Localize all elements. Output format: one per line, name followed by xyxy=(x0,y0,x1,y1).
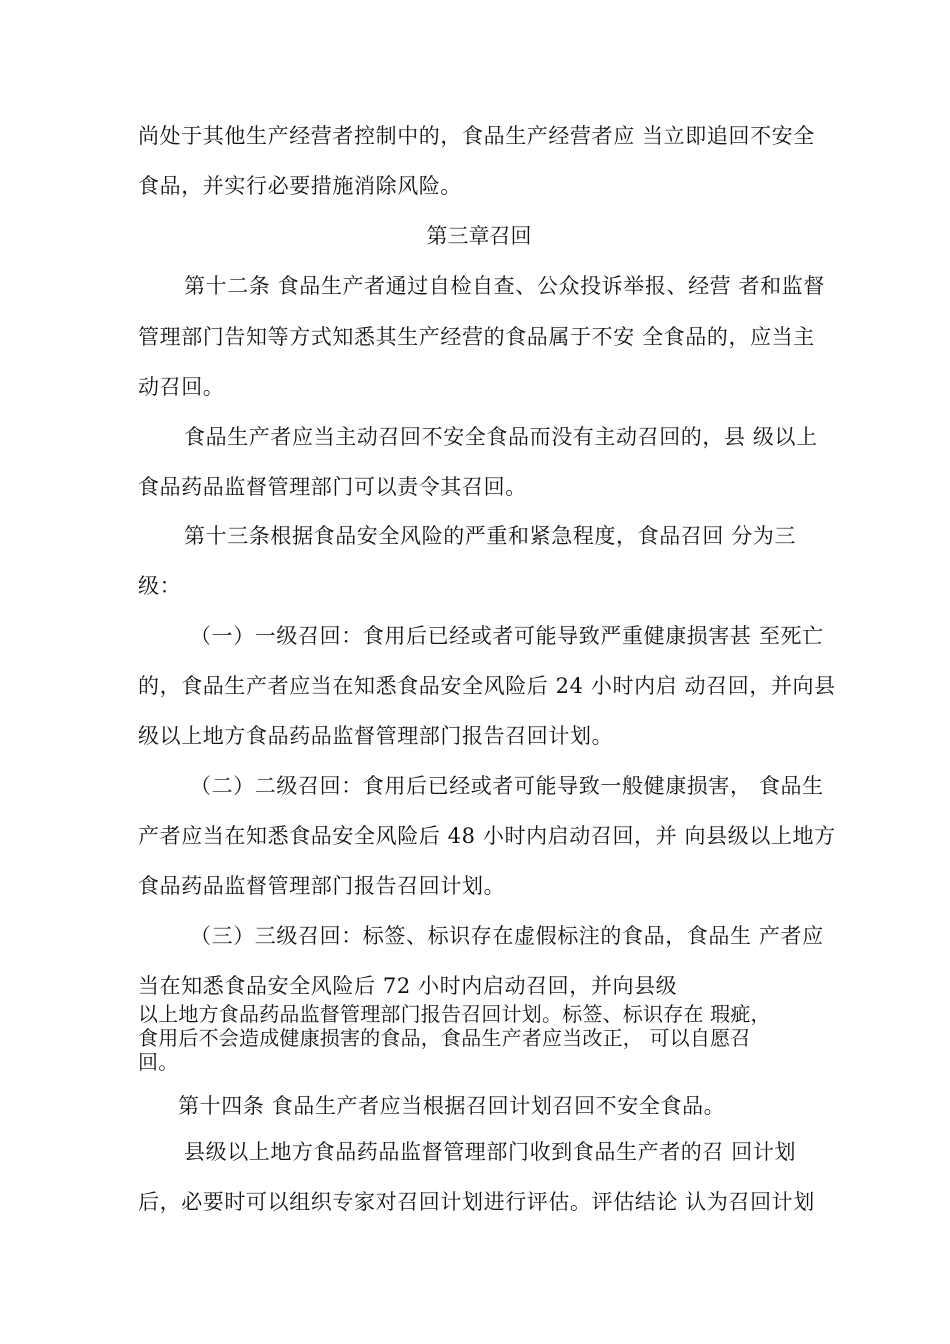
text-line: 食品，并实行必要措施消除风险。 xyxy=(138,174,462,198)
text-line: 食品药品监督管理部门报告召回计划。 xyxy=(138,874,506,898)
text-line: （二）二级召回：食用后已经或者可能导致一般健康损害， 食品生 xyxy=(190,774,824,798)
text-line: 第十二条 食品生产者通过自检自查、公众投诉举报、经营 者和监督 xyxy=(184,274,825,298)
text-line: 食用后不会造成健康损害的食品，食品生产者应当改正， 可以自愿召 xyxy=(138,1026,751,1050)
text-line: 当在知悉食品安全风险后 72 小时内启动召回，并向县级 xyxy=(138,974,678,998)
text-line: 食品药品监督管理部门可以责令其召回。 xyxy=(138,475,527,499)
text-line: （三）三级召回：标签、标识存在虚假标注的食品，食品生 产者应 xyxy=(190,924,824,948)
text-line: 的，食品生产者应当在知悉食品安全风险后 24 小时内启 动召回，并向县 xyxy=(138,674,836,698)
text-line: 第十三条根据食品安全风险的严重和紧急程度，食品召回 分为三 xyxy=(184,524,797,548)
text-line: 管理部门告知等方式知悉其生产经营的食品属于不安 全食品的，应当主 xyxy=(138,325,815,349)
text-line: 动召回。 xyxy=(138,375,225,399)
text-line: 尚处于其他生产经营者控制中的，食品生产经营者应 当立即追回不安全 xyxy=(138,124,815,148)
text-line: 食品生产者应当主动召回不安全食品而没有主动召回的，县 级以上 xyxy=(184,425,818,449)
text-line: （一）一级召回：食用后已经或者可能导致严重健康损害甚 至死亡 xyxy=(190,624,824,648)
text-line: 级： xyxy=(138,574,182,598)
text-line: 产者应当在知悉食品安全风险后 48 小时内启动召回，并 向县级以上地方 xyxy=(138,824,836,848)
chapter-heading: 第三章召回 xyxy=(426,224,532,248)
text-line: 县级以上地方食品药品监督管理部门收到食品生产者的召 回计划 xyxy=(184,1140,797,1164)
text-line: 以上地方食品药品监督管理部门报告召回计划。标签、标识存在 瑕疵， xyxy=(138,1002,771,1026)
text-line: 回。 xyxy=(138,1050,179,1074)
text-line: 后，必要时可以组织专家对召回计划进行评估。评估结论 认为召回计划 xyxy=(138,1190,815,1214)
text-line: 级以上地方食品药品监督管理部门报告召回计划。 xyxy=(138,724,614,748)
text-line: 第十四条 食品生产者应当根据召回计划召回不安全食品。 xyxy=(178,1094,726,1118)
